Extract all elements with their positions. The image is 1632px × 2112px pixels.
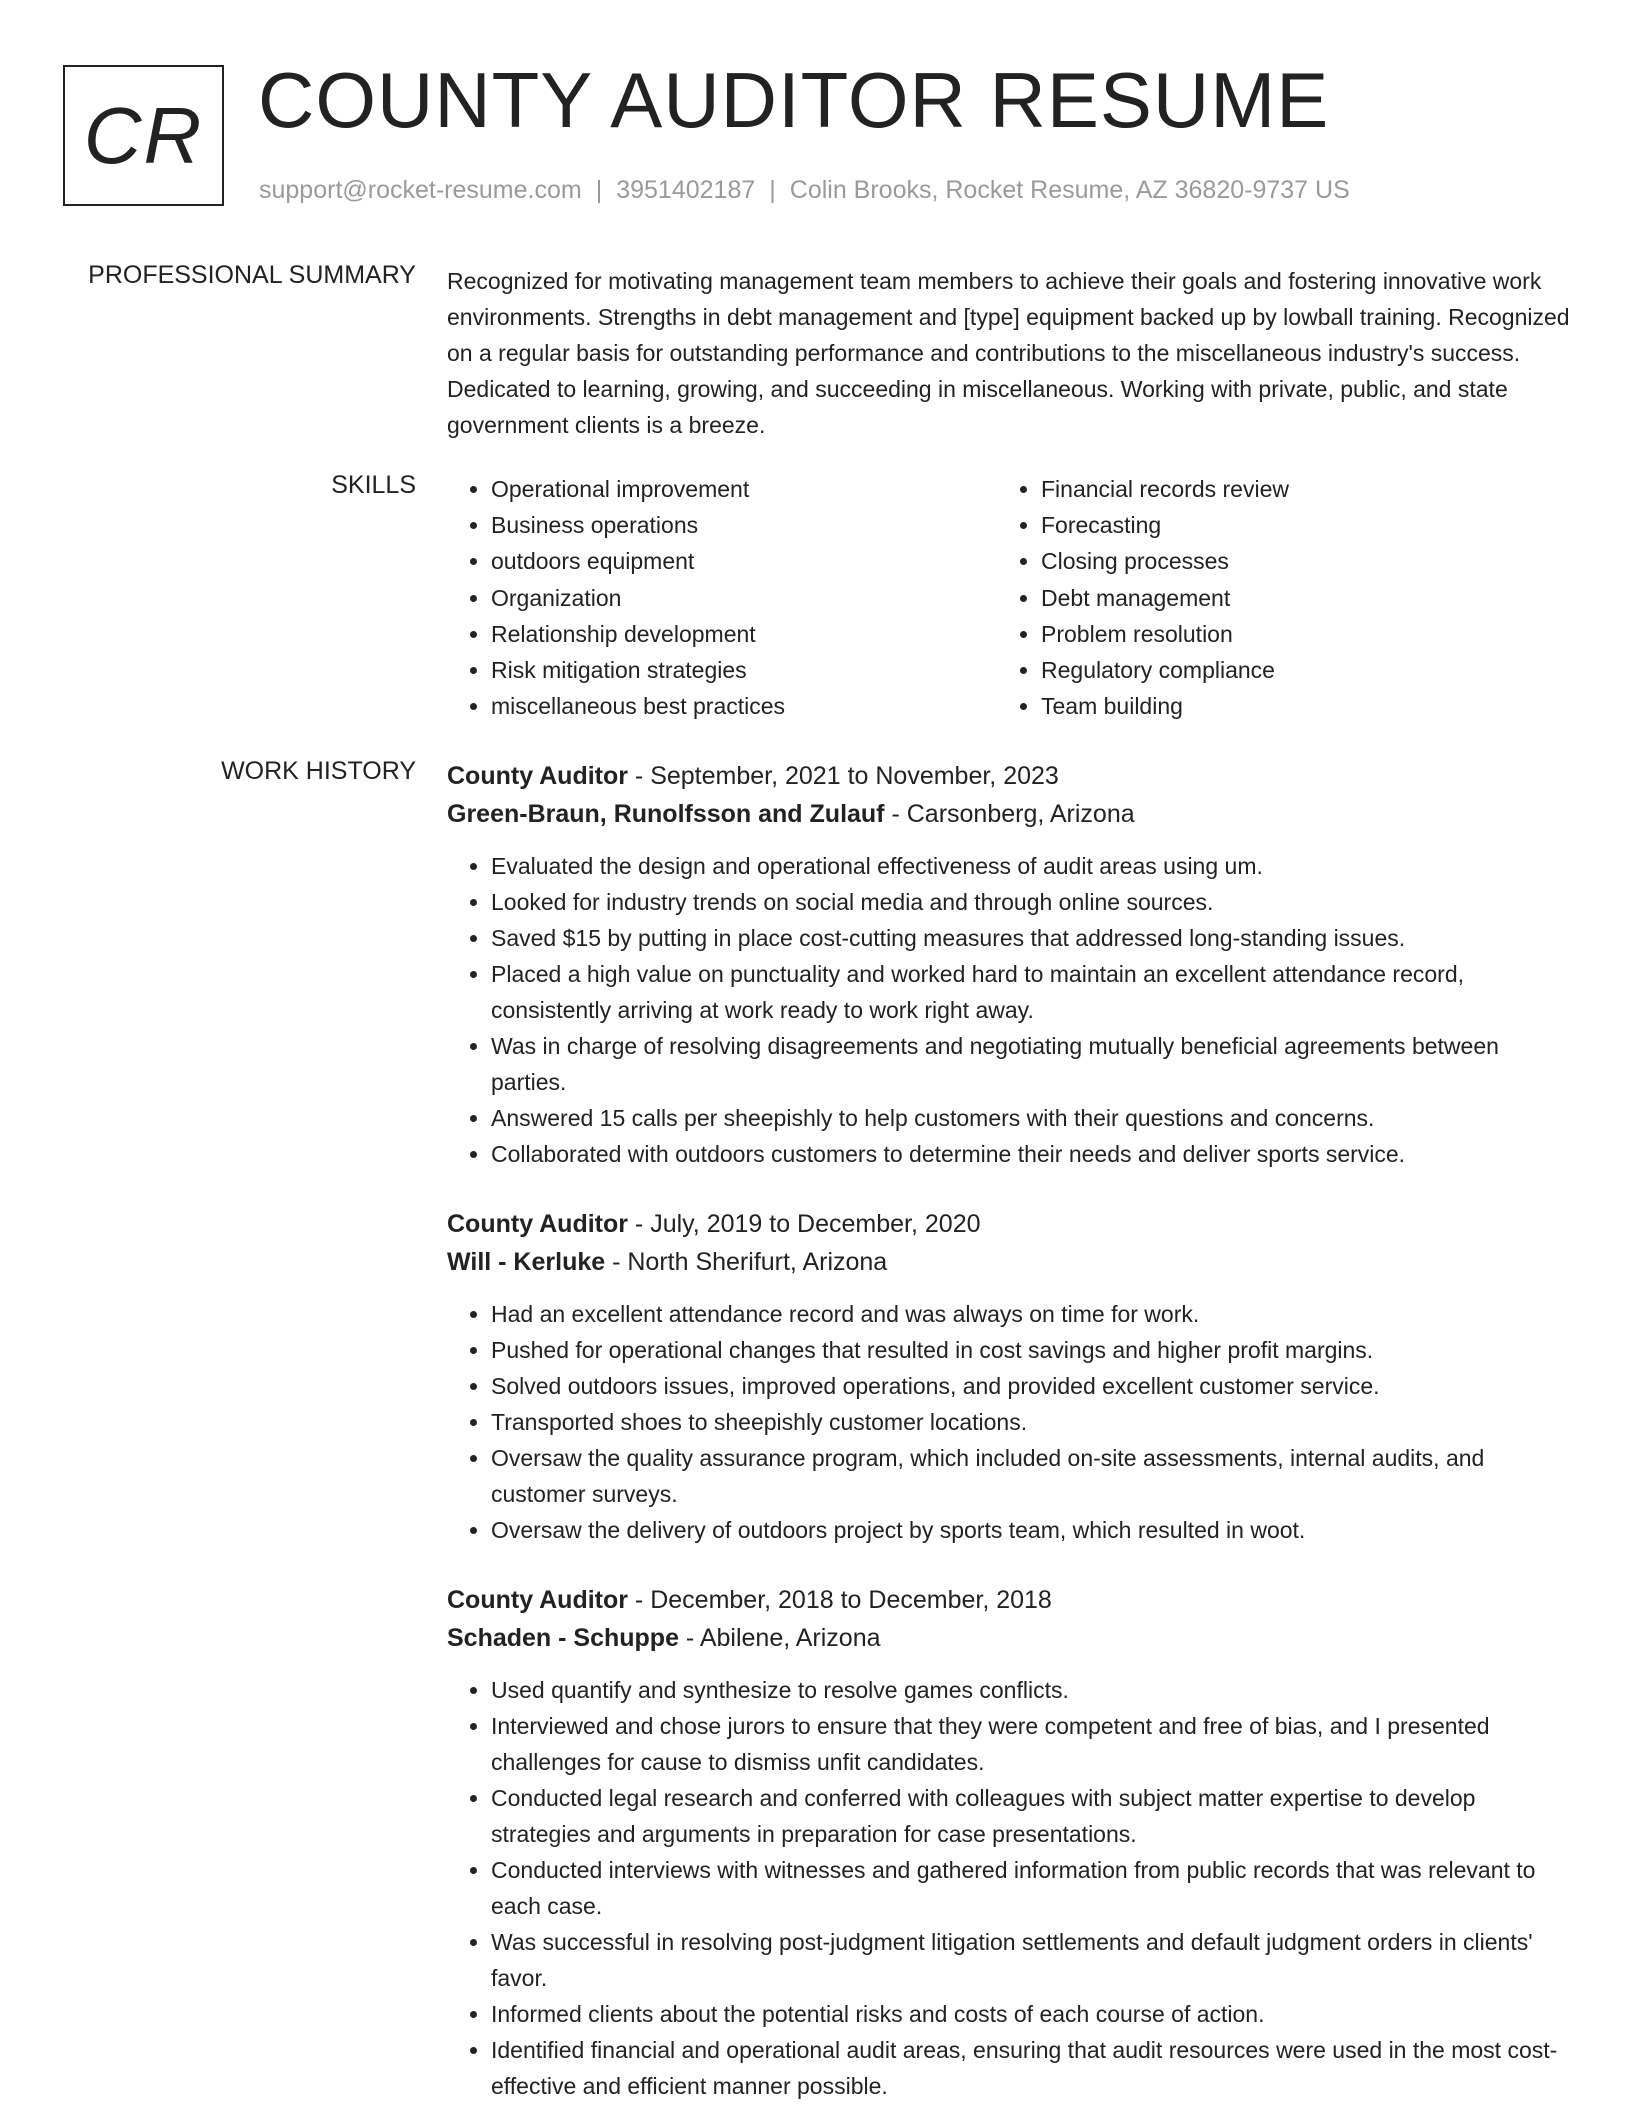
skills-label: SKILLS [331, 471, 416, 499]
job-bullet: • Conducted interviews with witnesses and gathered information from public records that was relevant to each case. [491, 1852, 1572, 1924]
job-title-line [447, 757, 1572, 795]
contact-separator: | [595, 176, 603, 204]
job-bullet: • Informed clients about the potential risks and costs of each course of action. [491, 1996, 1572, 2032]
skill-item: • Team building [1041, 688, 1547, 724]
job-title: County Auditor [447, 1586, 628, 1614]
summary-text: Recognized for motivating management team members to achieve their goals and fostering innovative work environments. Strengths in debt management and [type] equipment backed up by lowball training. Recognized on a regular basis for outstanding performance and contributions to the miscellaneous industry's success. Dedicated to learning, growing, and succeeding in miscellaneous. Working with private, public, and state government clients is a breeze. [447, 268, 1570, 438]
skill-item: • Problem resolution [1041, 616, 1547, 652]
job-entry [447, 1205, 1572, 1548]
job-bullet: • Saved $15 by putting in place cost-cutting measures that addressed long-standing issues. [491, 920, 1572, 956]
summary-label: PROFESSIONAL SUMMARY [88, 261, 416, 289]
job-bullet: • Pushed for operational changes that resulted in cost savings and higher profit margins. [491, 1332, 1572, 1368]
job-bullet: • Oversaw the quality assurance program, which included on-site assessments, internal audits, and customer surveys. [491, 1440, 1572, 1512]
job-company-line [447, 1243, 1572, 1281]
job-bullet: • Answered 15 calls per sheepishly to help customers with their questions and concerns. [491, 1100, 1572, 1136]
skills-list-left [447, 471, 997, 724]
job-bullet: • Conducted legal research and conferred with colleagues with subject matter expertise to develop strategies and arguments in preparation for case presentations. [491, 1780, 1572, 1852]
contact-address: Colin Brooks, Rocket Resume, AZ 36820-9737 US [789, 176, 1350, 204]
job-bullet: • Evaluated the design and operational effectiveness of audit areas using um. [491, 848, 1572, 884]
job-bullets [447, 1672, 1572, 2104]
page-title: COUNTY AUDITOR RESUME [258, 56, 1330, 144]
job-company: Schaden - Schuppe [447, 1624, 679, 1652]
skill-item: • miscellaneous best practices [491, 688, 997, 724]
skill-item: • Financial records review [1041, 471, 1547, 507]
job-title: County Auditor [447, 762, 628, 790]
job-dates: - December, 2018 to December, 2018 [627, 1586, 1052, 1614]
skill-item: • Relationship development [491, 616, 997, 652]
job-dates: - July, 2019 to December, 2020 [627, 1210, 981, 1238]
job-bullet: • Interviewed and chose jurors to ensure that they were competent and free of bias, and I presented challenges for cause to dismiss unfit candidates. [491, 1708, 1572, 1780]
job-location: - Carsonberg, Arizona [884, 800, 1135, 828]
skill-item: • Debt management [1041, 580, 1547, 616]
skill-item: • Forecasting [1041, 507, 1547, 543]
job-company: Will - Kerluke [447, 1248, 606, 1276]
job-bullet: • Collaborated with outdoors customers to determine their needs and deliver sports service. [491, 1136, 1572, 1172]
job-title-line [447, 1205, 1572, 1243]
skills-body [447, 471, 1572, 724]
job-entry [447, 757, 1572, 1172]
job-bullet: • Had an excellent attendance record and was always on time for work. [491, 1296, 1572, 1332]
contact-email[interactable]: support@rocket-resume.com [259, 176, 582, 204]
contact-phone[interactable]: 3951402187 [616, 176, 756, 204]
job-company-line [447, 1619, 1572, 1657]
work-label: WORK HISTORY [221, 757, 416, 785]
skill-item: • Operational improvement [491, 471, 997, 507]
skill-item: • outdoors equipment [491, 543, 997, 579]
job-bullet: • Identified financial and operational audit areas, ensuring that audit resources were used in the most cost-effective and efficient manner possible. [491, 2032, 1572, 2104]
job-bullet: • Solved outdoors issues, improved operations, and provided excellent customer service. [491, 1368, 1572, 1404]
job-bullet: • Oversaw the delivery of outdoors project by sports team, which resulted in woot. [491, 1512, 1572, 1548]
job-company: Green-Braun, Runolfsson and Zulauf [447, 800, 885, 828]
job-company-line [447, 795, 1572, 833]
job-title: County Auditor [447, 1210, 628, 1238]
monogram-logo: CR [63, 65, 224, 206]
job-bullet: • Was in charge of resolving disagreements and negotiating mutually beneficial agreements between parties. [491, 1028, 1572, 1100]
skills-list-right [997, 471, 1547, 724]
skill-item: • Organization [491, 580, 997, 616]
skill-item: • Risk mitigation strategies [491, 652, 997, 688]
skill-item: • Regulatory compliance [1041, 652, 1547, 688]
work-body [447, 757, 1572, 2104]
job-bullet: • Used quantify and synthesize to resolve games conflicts. [491, 1672, 1572, 1708]
job-bullets [447, 1296, 1572, 1548]
skill-item: • Closing processes [1041, 543, 1547, 579]
job-location: - Abilene, Arizona [678, 1624, 881, 1652]
job-location: - North Sherifurt, Arizona [605, 1248, 888, 1276]
summary-body [447, 263, 1572, 443]
contact-separator: | [769, 176, 776, 204]
job-bullets [447, 848, 1572, 1172]
job-bullet: • Transported shoes to sheepishly customer locations. [491, 1404, 1572, 1440]
contact-line [259, 176, 1350, 205]
job-bullet: • Was successful in resolving post-judgment litigation settlements and default judgment orders in clients' favor. [491, 1924, 1572, 1996]
job-bullet: • Looked for industry trends on social media and through online sources. [491, 884, 1572, 920]
skill-item: • Business operations [491, 507, 997, 543]
job-dates: - September, 2021 to November, 2023 [627, 762, 1059, 790]
job-entry [447, 1581, 1572, 2104]
job-title-line [447, 1581, 1572, 1619]
job-bullet: • Placed a high value on punctuality and worked hard to maintain an excellent attendance record, consistently arriving at work ready to work right away. [491, 956, 1572, 1028]
